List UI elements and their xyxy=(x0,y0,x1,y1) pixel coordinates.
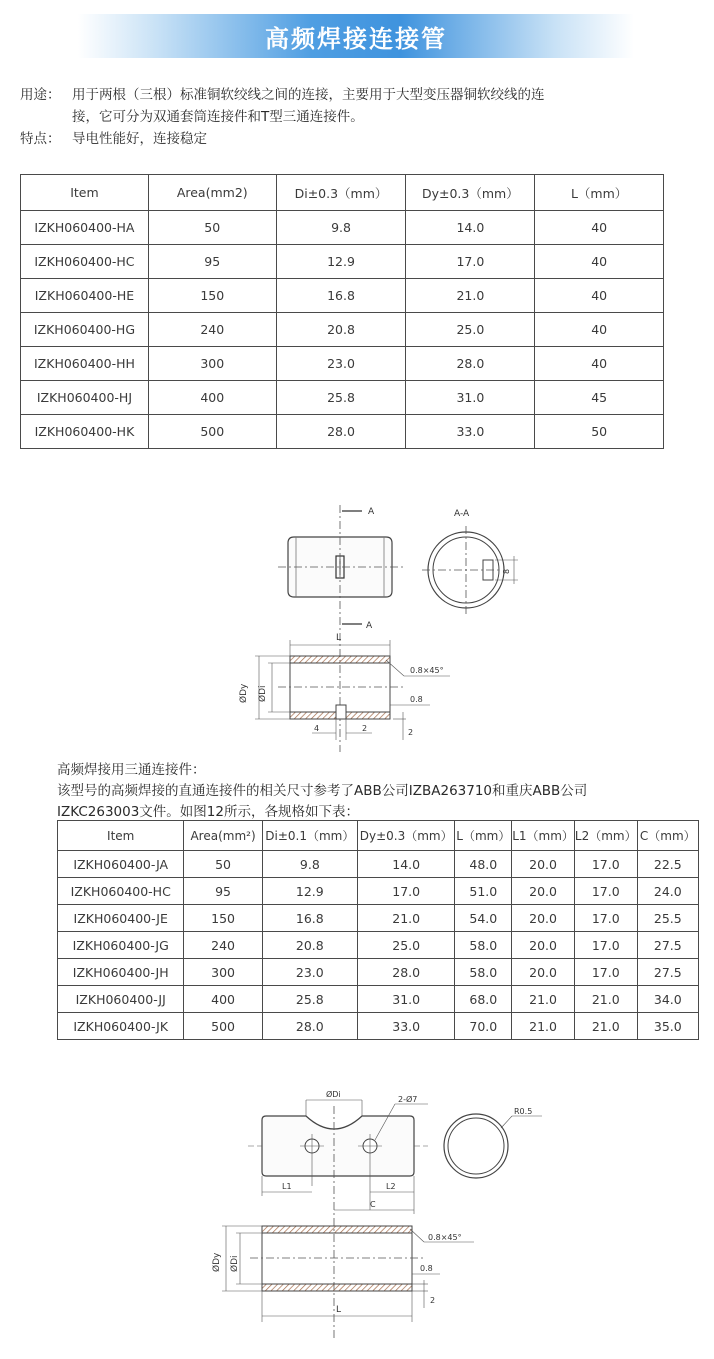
header-di: Di±0.1（mm） xyxy=(262,821,357,851)
cell-dy: 21.0 xyxy=(406,279,535,313)
table-row xyxy=(58,878,699,905)
section-mark-bottom: A xyxy=(366,621,373,631)
dim-08-2: 0.8 xyxy=(420,1264,433,1273)
dim-2-bottom: 2 xyxy=(362,724,368,733)
cell-dy: 28.0 xyxy=(357,959,454,986)
cell-di: 20.8 xyxy=(262,932,357,959)
cell-l: 54.0 xyxy=(455,905,512,932)
cell-di: 25.8 xyxy=(276,381,406,415)
cell-area: 150 xyxy=(148,279,276,313)
section-mark-top: A xyxy=(368,507,375,517)
cell-dy: 28.0 xyxy=(406,347,535,381)
cell-l: 58.0 xyxy=(455,959,512,986)
cell-di: 25.8 xyxy=(262,986,357,1013)
cell-item: IZKH060400-JJ xyxy=(58,986,184,1013)
table-row xyxy=(21,347,664,381)
cell-di: 23.0 xyxy=(262,959,357,986)
cell-l: 40 xyxy=(535,347,664,381)
cell-l2: 17.0 xyxy=(574,905,637,932)
cell-l2: 21.0 xyxy=(574,986,637,1013)
table-row xyxy=(58,959,699,986)
tee-front-view xyxy=(248,1089,428,1340)
dim-l2: L2 xyxy=(386,1182,396,1191)
table-row xyxy=(58,851,699,878)
header-item: Item xyxy=(58,821,184,851)
cell-item: IZKH060400-JG xyxy=(58,932,184,959)
cell-area: 95 xyxy=(148,245,276,279)
feature-label: 特点： xyxy=(20,131,61,147)
header-l1: L1（mm） xyxy=(512,821,575,851)
cell-l2: 17.0 xyxy=(574,932,637,959)
cell-l2: 17.0 xyxy=(574,851,637,878)
cell-l1: 20.0 xyxy=(512,905,575,932)
section-view xyxy=(422,509,518,614)
cell-l: 40 xyxy=(535,313,664,347)
cell-area: 95 xyxy=(184,878,262,905)
header-item: Item xyxy=(21,175,149,211)
table-row xyxy=(58,932,699,959)
cell-l: 40 xyxy=(535,279,664,313)
cell-l1: 21.0 xyxy=(512,1013,575,1040)
cell-di: 23.0 xyxy=(276,347,406,381)
cell-item: IZKH060400-JH xyxy=(58,959,184,986)
dim-c: C xyxy=(370,1200,376,1209)
cell-l2: 21.0 xyxy=(574,1013,637,1040)
dim-slot-8: 8 xyxy=(502,568,511,574)
cell-item: IZKH060400-HE xyxy=(21,279,149,313)
usage-label: 用途： xyxy=(20,87,61,103)
dim-l-tee: L xyxy=(336,1305,342,1315)
cell-dy: 17.0 xyxy=(406,245,535,279)
cell-di: 28.0 xyxy=(276,415,406,449)
table-row xyxy=(58,986,699,1013)
tee-drawing xyxy=(0,1080,714,1359)
section-title: A-A xyxy=(454,509,470,519)
cell-c: 34.0 xyxy=(637,986,698,1013)
cell-di: 12.9 xyxy=(276,245,406,279)
header-dy: Dy±0.3（mm） xyxy=(406,175,535,211)
page-title: 高频焊接连接管 xyxy=(265,23,447,53)
cell-di: 9.8 xyxy=(262,851,357,878)
cell-l: 50 xyxy=(535,415,664,449)
cell-dy: 25.0 xyxy=(406,313,535,347)
cell-l: 40 xyxy=(535,245,664,279)
dim-l: L xyxy=(336,633,342,643)
cell-area: 240 xyxy=(148,313,276,347)
header-l: L（mm） xyxy=(455,821,512,851)
cell-di: 16.8 xyxy=(262,905,357,932)
cell-area: 500 xyxy=(184,1013,262,1040)
dim-di-2: ØDi xyxy=(230,1255,240,1272)
cell-dy: 25.0 xyxy=(357,932,454,959)
tee-end-view xyxy=(444,1107,542,1178)
cell-l: 51.0 xyxy=(455,878,512,905)
cell-area: 50 xyxy=(184,851,262,878)
header-l2: L2（mm） xyxy=(574,821,637,851)
cell-l1: 20.0 xyxy=(512,932,575,959)
cell-l1: 20.0 xyxy=(512,878,575,905)
cell-item: IZKH060400-HC xyxy=(58,878,184,905)
cell-item: IZKH060400-HK xyxy=(21,415,149,449)
cell-di: 20.8 xyxy=(276,313,406,347)
cell-dy: 31.0 xyxy=(406,381,535,415)
cell-l2: 17.0 xyxy=(574,959,637,986)
cell-l: 68.0 xyxy=(455,986,512,1013)
table-header-row xyxy=(58,821,699,851)
header-l: L（mm） xyxy=(535,175,664,211)
dim-chamfer: 0.8×45° xyxy=(410,666,444,675)
table-row xyxy=(21,415,664,449)
tee-long-section xyxy=(211,1226,474,1322)
cell-item: IZKH060400-JA xyxy=(58,851,184,878)
cell-item: IZKH060400-JE xyxy=(58,905,184,932)
cell-area: 50 xyxy=(148,211,276,245)
dim-dy: ØDy xyxy=(239,683,249,703)
dim-4: 4 xyxy=(314,724,320,733)
cell-item: IZKH060400-HG xyxy=(21,313,149,347)
cell-l1: 20.0 xyxy=(512,851,575,878)
cell-item: IZKH060400-HJ xyxy=(21,381,149,415)
cell-area: 300 xyxy=(184,959,262,986)
tee-heading: 高频焊接用三通连接件： xyxy=(57,762,206,778)
header-dy: Dy±0.3（mm） xyxy=(357,821,454,851)
cell-l2: 17.0 xyxy=(574,878,637,905)
cell-dy: 31.0 xyxy=(357,986,454,1013)
table-row xyxy=(21,211,664,245)
dim-chamfer-2: 0.8×45° xyxy=(428,1233,462,1242)
intro-text xyxy=(20,84,680,150)
tee-spec-table xyxy=(57,820,699,1040)
cell-item: IZKH060400-HC xyxy=(21,245,149,279)
header-di: Di±0.3（mm） xyxy=(276,175,406,211)
cell-dy: 17.0 xyxy=(357,878,454,905)
sleeve-spec-table xyxy=(20,174,664,449)
cell-dy: 21.0 xyxy=(357,905,454,932)
cell-l: 58.0 xyxy=(455,932,512,959)
cell-l1: 20.0 xyxy=(512,959,575,986)
cell-area: 500 xyxy=(148,415,276,449)
dim-08: 0.8 xyxy=(410,695,423,704)
table-row xyxy=(58,1013,699,1040)
header-area: Area(mm²) xyxy=(184,821,262,851)
table-row xyxy=(21,381,664,415)
cell-area: 150 xyxy=(184,905,262,932)
dim-holes: 2-Ø7 xyxy=(398,1095,418,1104)
cell-c: 22.5 xyxy=(637,851,698,878)
cell-l: 70.0 xyxy=(455,1013,512,1040)
cell-item: IZKH060400-HH xyxy=(21,347,149,381)
cell-di: 9.8 xyxy=(276,211,406,245)
cell-item: IZKH060400-JK xyxy=(58,1013,184,1040)
cell-di: 12.9 xyxy=(262,878,357,905)
header-c: C（mm） xyxy=(637,821,698,851)
cell-c: 27.5 xyxy=(637,932,698,959)
table-row xyxy=(21,279,664,313)
table-row xyxy=(58,905,699,932)
tee-desc-line-1: 该型号的高频焊接的直通连接件的相关尺寸参考了ABB公司IZBA263710和重庆ABB公司 xyxy=(57,783,588,799)
header-area: Area(mm2) xyxy=(148,175,276,211)
cell-c: 25.5 xyxy=(637,905,698,932)
tee-desc-line-2: IZKC263003文件。如图12所示，各规格如下表： xyxy=(57,804,359,820)
table-row xyxy=(21,313,664,347)
cell-area: 400 xyxy=(148,381,276,415)
cell-l: 45 xyxy=(535,381,664,415)
cell-dy: 14.0 xyxy=(357,851,454,878)
cell-dy: 33.0 xyxy=(406,415,535,449)
cell-l1: 21.0 xyxy=(512,986,575,1013)
cell-l: 40 xyxy=(535,211,664,245)
title-banner xyxy=(78,14,634,58)
cell-di: 16.8 xyxy=(276,279,406,313)
cell-area: 300 xyxy=(148,347,276,381)
dim-di-top: ØDi xyxy=(326,1090,341,1099)
table-row xyxy=(21,245,664,279)
cell-area: 240 xyxy=(184,932,262,959)
cell-di: 28.0 xyxy=(262,1013,357,1040)
cell-l: 48.0 xyxy=(455,851,512,878)
table-header-row xyxy=(21,175,664,211)
dim-2-tee: 2 xyxy=(430,1296,436,1305)
dim-2-right: 2 xyxy=(408,728,414,737)
usage-line-2: 接，它可分为双通套筒连接件和T型三通连接件。 xyxy=(72,109,364,125)
dim-dy-2: ØDy xyxy=(212,1252,222,1272)
dim-di: ØDi xyxy=(258,685,268,702)
cell-item: IZKH060400-HA xyxy=(21,211,149,245)
cell-c: 27.5 xyxy=(637,959,698,986)
usage-line-1: 用于两根（三根）标准铜软绞线之间的连接，主要用于大型变压器铜软绞线的连 xyxy=(72,87,545,103)
cell-dy: 14.0 xyxy=(406,211,535,245)
cell-dy: 33.0 xyxy=(357,1013,454,1040)
sleeve-drawing xyxy=(0,490,714,760)
tee-section-text xyxy=(57,760,712,823)
long-section-view xyxy=(238,633,450,740)
feature-text: 导电性能好，连接稳定 xyxy=(72,131,207,147)
dim-l1: L1 xyxy=(282,1182,292,1191)
cell-c: 24.0 xyxy=(637,878,698,905)
cell-area: 400 xyxy=(184,986,262,1013)
dim-radius: R0.5 xyxy=(514,1107,533,1116)
cell-c: 35.0 xyxy=(637,1013,698,1040)
